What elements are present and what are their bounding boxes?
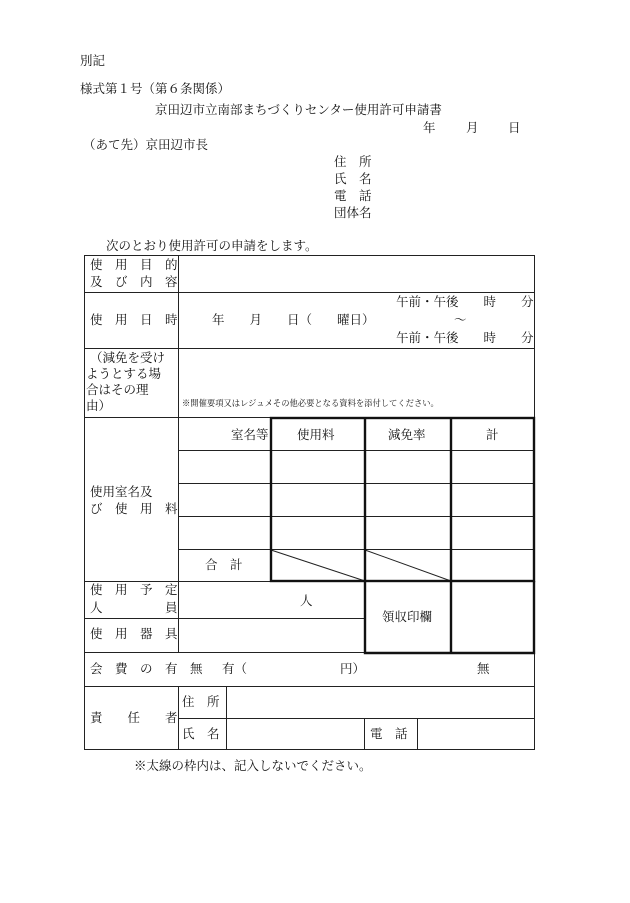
- rooms-total-label: 合 計: [205, 557, 243, 572]
- datetime-label: 使 用 日 時: [90, 312, 178, 327]
- footnote: ※太線の枠内は、記入しないでください。: [134, 758, 372, 773]
- datetime-end: 午前・午後 時 分: [396, 330, 534, 345]
- datetime-date: 年 月 日（ 曜日）: [212, 312, 375, 327]
- rooms-header-total: 計: [486, 427, 499, 442]
- people-unit: 人: [300, 593, 313, 608]
- receipt-stamp-label: 領収印欄: [382, 609, 433, 624]
- responsible-phone-label: 電 話: [370, 726, 408, 741]
- rooms-header-fee: 使用料: [297, 427, 335, 442]
- applicant-group-label: 団体名: [334, 205, 372, 220]
- date-month: 月: [466, 120, 479, 135]
- rooms-header-discount: 減免率: [388, 427, 426, 442]
- fee-label: 会 費 の 有 無: [90, 661, 203, 676]
- fee-yen: 円）: [340, 661, 366, 676]
- exemption-label-1: （減免を受け: [90, 350, 166, 365]
- datetime-tilde: ～: [454, 312, 467, 327]
- responsible-label: 責 任 者: [90, 710, 178, 725]
- exemption-note: ※開催要項又はレジュメその他必要となる資料を添付してください。: [182, 398, 439, 408]
- responsible-name-label: 氏 名: [182, 726, 220, 741]
- page-title: 京田辺市立南部まちづくりセンター使用許可申請書: [155, 102, 442, 117]
- applicant-name-label: 氏 名: [334, 171, 372, 186]
- responsible-address-label: 住 所: [182, 694, 220, 709]
- addressee: （あて先）京田辺市長: [83, 137, 209, 152]
- exemption-label-2: ようとする場: [86, 366, 162, 381]
- rooms-label-1: 使用室名及: [90, 484, 153, 499]
- fee-yes: 有（: [222, 661, 248, 676]
- date-year: 年: [423, 120, 436, 135]
- rooms-label-2: び 使 用 料: [90, 501, 178, 516]
- date-day: 日: [508, 120, 521, 135]
- datetime-start: 午前・午後 時 分: [396, 294, 534, 309]
- exemption-label-4: 由）: [86, 398, 112, 413]
- fee-no: 無: [477, 661, 490, 676]
- intro-text: 次のとおり使用許可の申請をします。: [106, 238, 318, 253]
- equipment-label: 使 用 器 具: [90, 626, 178, 641]
- applicant-phone-label: 電 話: [334, 188, 372, 203]
- purpose-label-1: 使 用 目 的: [90, 257, 178, 272]
- form-number: 様式第１号（第６条関係）: [80, 81, 231, 96]
- rooms-header-name: 室名等: [231, 427, 269, 442]
- people-label-2: 人 員: [90, 600, 178, 615]
- exemption-label-3: 合はその理: [86, 382, 149, 397]
- purpose-label-2: 及 び 内 容: [90, 274, 178, 289]
- appendix-label: 別記: [80, 53, 106, 68]
- people-label-1: 使 用 予 定: [90, 582, 178, 597]
- applicant-address-label: 住 所: [334, 154, 372, 169]
